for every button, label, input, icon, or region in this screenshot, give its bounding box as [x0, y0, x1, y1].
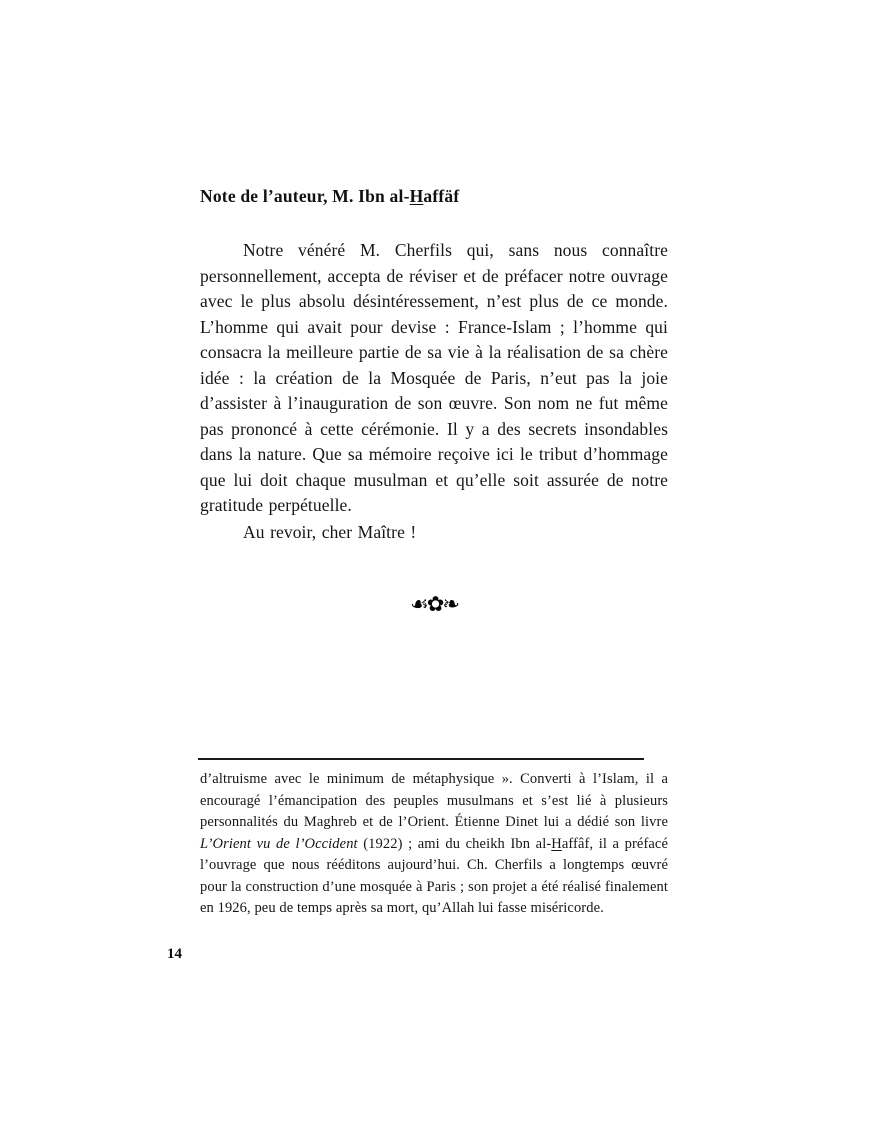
page-title-pre: Note de l’auteur, M. Ibn al- [200, 186, 410, 206]
page-title-post: affäf [423, 186, 460, 206]
footnote-text [200, 769, 668, 920]
footnote-underlined-h: H [551, 835, 562, 852]
fleuron-ornament-icon: ☙✿❧ [409, 592, 459, 616]
footnote-block [198, 758, 668, 920]
page-number: 14 [167, 946, 182, 962]
closing-line: Au revoir, cher Maître ! [243, 521, 417, 542]
footnote-seg3: affâf, il a préfacé l’ouvrage que nous rééditons aujourd’hui. Ch. Cherfils a longtemps œuvré pour la construction d’une mosquée à Paris ; son projet a été réalisé finalement en 1926, peu de temps après sa mort, qu’Allah lui fasse miséricorde. [200, 835, 669, 916]
footnote-book-title: L’Orient vu de l’Occident [200, 835, 358, 852]
page-title-underlined-h: H [409, 186, 424, 206]
main-text-column [200, 186, 668, 545]
page-title [200, 186, 668, 207]
body-paragraph: Notre vénéré M. Cherfils qui, sans nous connaître personnellement, accepta de réviser et de préfacer notre ouvrage avec le plus absolu désintéressement, n’est plus de ce monde. L’homme qui avait pour devise : France-Islam ; l’homme qui consacra la meilleure partie de sa vie à la réalisation de sa chère idée : la création de la Mosquée de Paris, n’eut pas la joie d’assister à l’inauguration de son œuvre. Son nom ne fut même pas prononcé à cette cérémonie. Il y a des secrets insondables dans la nature. Que sa mémoire reçoive ici le tribut d’hommage que lui doit chaque musulman et qu’elle soit assurée de notre gratitude perpétuelle. [200, 240, 668, 515]
footnote-seg2: (1922) ; ami du cheikh Ibn al- [357, 835, 552, 852]
footnote-separator [198, 758, 644, 760]
footnote-seg1: d’altruisme avec le minimum de métaphysique ». Converti à l’Islam, il a encouragé l’émancipation des peuples musulmans et s’est lié à plusieurs personnalités du Maghreb et de l’Orient. Étienne Dinet lui a dédié son livre [200, 771, 668, 830]
